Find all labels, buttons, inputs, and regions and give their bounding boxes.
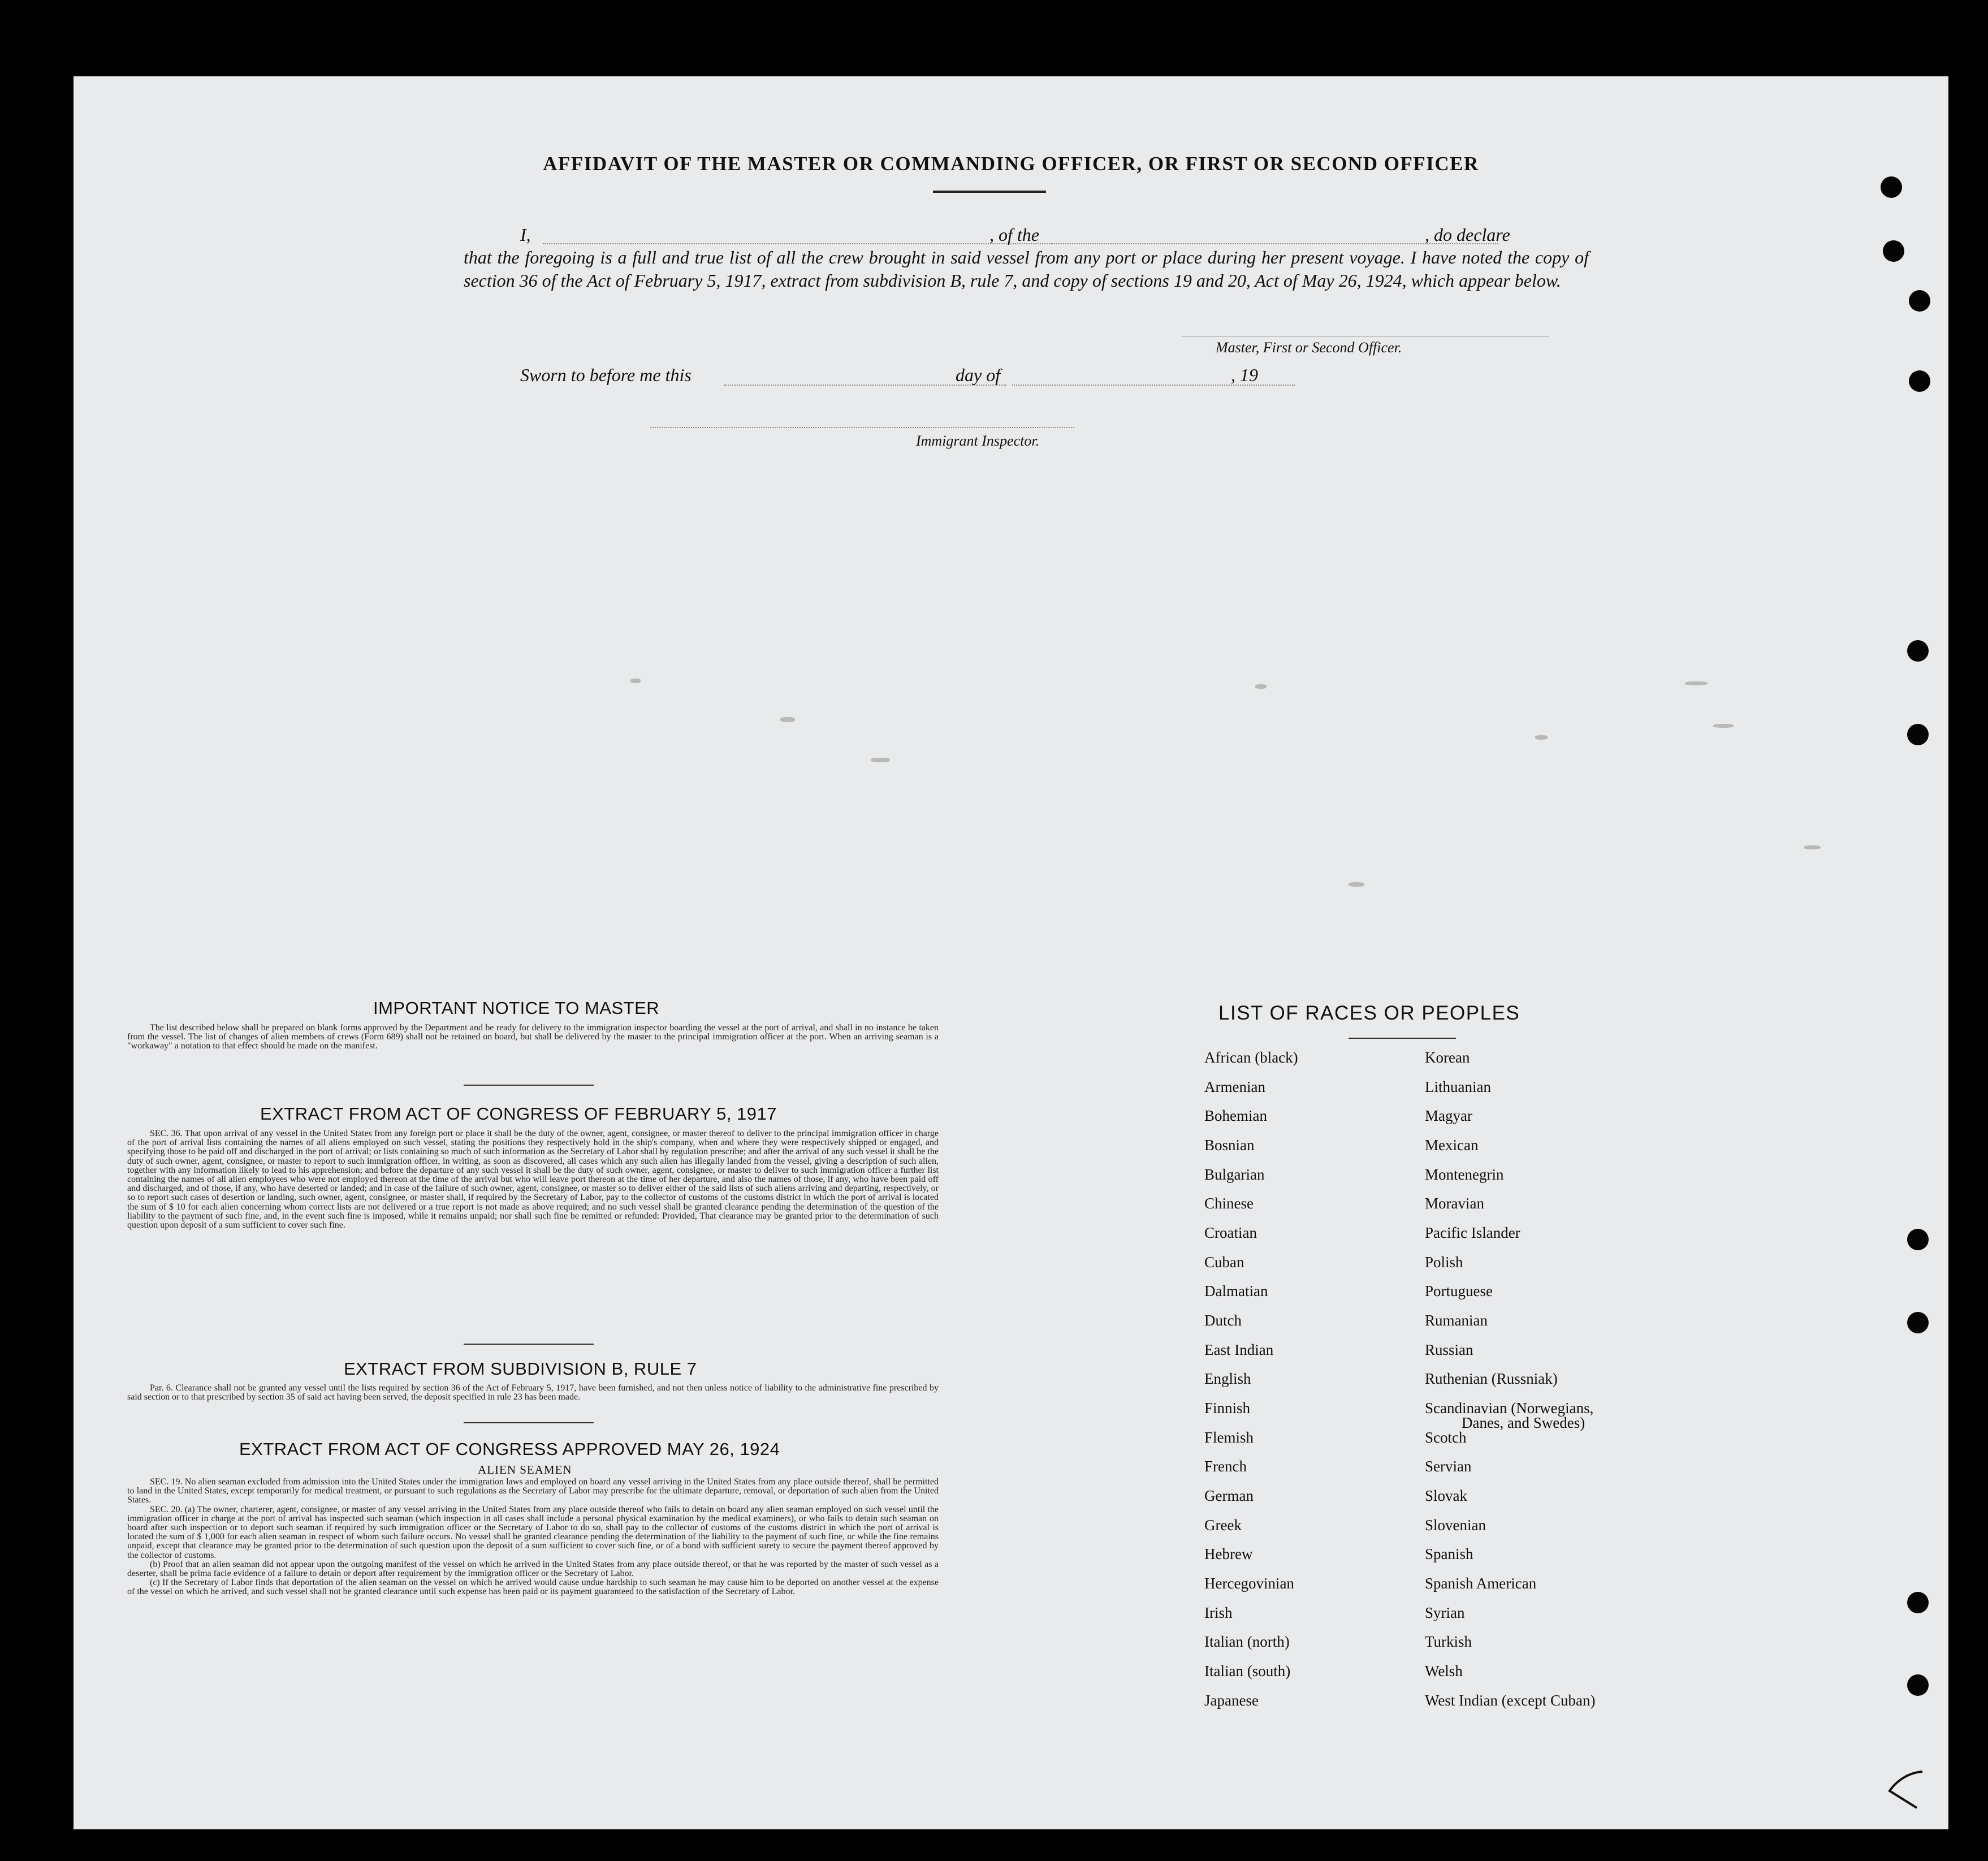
title-rule xyxy=(933,191,1046,193)
races-title: LIST OF RACES OR PEOPLES xyxy=(1218,1002,1520,1024)
race-item: Portuguese xyxy=(1425,1283,1493,1299)
race-item: Slovenian xyxy=(1425,1517,1486,1534)
race-item: Cuban xyxy=(1204,1254,1244,1271)
extract-1924-title: EXTRACT FROM ACT OF CONGRESS APPROVED MAY 26, 1924 xyxy=(239,1439,780,1459)
race-item: Dalmatian xyxy=(1204,1283,1268,1299)
race-item: Chinese xyxy=(1204,1195,1254,1212)
binder-hole-icon xyxy=(1909,290,1930,312)
extract-1917-body: SEC. 36. That upon arrival of any vessel in the United States from any foreign port or place it shall be the duty of the owner, agent, consignee, or master thereof to deliver to the principal immigration officer in charge of the port of arrival lists containing the names of all aliens employed on such vessel, stating the positions they respectively hold in the ship's company, when and where they were respectively shipped or engaged, and specifying those to be paid off and discharged in the port of arrival; or lists containing so much of such information as the Secretary of Labor shall by regulation prescribe; and after the arrival of any such vessel it shall be the duty of such owner, agent, consignee, or master to report to such immigration officer, in writing, as soon as discovered, all cases which any such alien has illegally landed from the vessel, giving a description of such alien, together with any information likely to lead to his apprehension; and before the departure of any such vessel it shall be the duty of such owner, agent, consignee, or master to deliver to such immigration officer a further list containing the names of all alien employees who were not employed thereon at the time of the arrival but who will leave port thereon at the time of her departure, and also the names of those, if any, who have been paid off and discharged, and of those, if any, who have deserted or landed; and in case of the failure of such owner, agent, consignee, or master so to deliver either of the said lists of such aliens arriving and departing, respectively, or so to report such cases of desertion or landing, such owner, agent, consignee, or master shall, if required by the Secretary of Labor, pay to the collector of customs of the customs district in which the port of arrival is located the sum of $ 10 for each alien concerning whom correct lists are not delivered or a true report is not made as above required; and no such vessel shall be granted clearance pending the determination of the question of the liability to the payment of such fine, and, in the event such fine is imposed, while it remains unpaid; nor shall such fine be remitted or refunded: Provided, That clearance may be granted prior to the determination of such question upon deposit of a sum sufficient to cover such fine. xyxy=(127,1129,939,1230)
master-signature-line xyxy=(1182,336,1549,337)
binder-hole-icon xyxy=(1907,1312,1929,1333)
race-item: Korean xyxy=(1425,1049,1470,1066)
smudge xyxy=(630,679,641,683)
binder-hole-icon xyxy=(1881,176,1902,198)
race-item: Syrian xyxy=(1425,1604,1465,1621)
binder-hole-icon xyxy=(1907,640,1929,662)
smudge xyxy=(1713,724,1734,728)
smudge xyxy=(1804,845,1821,849)
race-item: Bosnian xyxy=(1204,1137,1255,1154)
day-of-label: day of xyxy=(956,365,1001,385)
binder-hole-icon xyxy=(1907,1674,1929,1696)
pencil-mark-icon xyxy=(1883,1767,1934,1812)
race-item: Flemish xyxy=(1204,1429,1254,1446)
extract-rule7-body: Par. 6. Clearance shall not be granted any vessel until the lists required by section 36 of the Act of February 5, 1917, have been furnished, and not then unless notice of liability to the administrative fine prescribed by said section or to that prescribed by section 35 of said act having been served, the deposit specified in rule 23 has been made. xyxy=(127,1383,939,1402)
affidavit-i-label: I, xyxy=(520,224,531,245)
race-item: Scotch xyxy=(1425,1429,1467,1446)
race-item: African (black) xyxy=(1204,1049,1298,1066)
race-item: Russian xyxy=(1425,1341,1473,1358)
race-item: Servian xyxy=(1425,1458,1472,1475)
affidavit-statement: that the foregoing is a full and true list of all the crew brought in said vessel from any port or place during her present voyage. I have noted the copy of section 36 of the Act of February 5, 1917, extract from subdivision B, rule 7, and copy of sections 19 and 20, Act of May 26, 1924, which appear below. xyxy=(464,247,1589,291)
affidavit-of-the-label: , of the xyxy=(989,224,1039,245)
binder-hole-icon xyxy=(1883,240,1904,262)
notice-body: The list described below shall be prepared on blank forms approved by the Department and be ready for delivery to the immigration inspector boarding the vessel at the port of arrival, and shall in no instance be taken from the vessel. The list of changes of alien members of crews (Form 689) shall not be retained on board, but shall be delivered by the master to the principal immigration officer at the port. When an arriving seaman is a "workaway" a notation to that effect should be made on the manifest. xyxy=(127,1023,939,1051)
race-item: Welsh xyxy=(1425,1663,1463,1679)
race-item: West Indian (except Cuban) xyxy=(1425,1692,1596,1709)
notice-title: IMPORTANT NOTICE TO MASTER xyxy=(373,998,660,1018)
binder-hole-icon xyxy=(1907,1229,1929,1250)
affidavit-title: AFFIDAVIT OF THE MASTER OR COMMANDING OFFICER, OR FIRST OR SECOND OFFICER xyxy=(543,153,1479,175)
smudge xyxy=(780,717,795,722)
section-rule xyxy=(464,1422,594,1423)
sec-20b-text: (b) Proof that an alien seaman did not appear upon the outgoing manifest of the vessel on which he arrived in the United States from any place outside thereof, or that he was reported by the master of such vessel as a deserter, shall be prima facie evidence of a failure to detain or deport after requirement by the immigration officer or the Secretary of Labor. xyxy=(127,1559,939,1579)
binder-hole-icon xyxy=(1907,724,1929,745)
race-item: Rumanian xyxy=(1425,1312,1488,1329)
race-item: Spanish xyxy=(1425,1545,1473,1562)
inspector-signature-line xyxy=(650,427,1074,428)
race-item: German xyxy=(1204,1487,1254,1504)
binder-hole-icon xyxy=(1909,370,1930,392)
year-label: , 19 xyxy=(1231,365,1258,385)
race-item: Finnish xyxy=(1204,1400,1251,1417)
race-item: Italian (south) xyxy=(1204,1663,1291,1679)
race-item: Hebrew xyxy=(1204,1545,1253,1562)
race-item: Moravian xyxy=(1425,1195,1484,1212)
race-item: Dutch xyxy=(1204,1312,1242,1329)
sec-19-text: SEC. 19. No alien seaman excluded from admission into the United States under the immigration laws and employed on board any vessel arriving in the United States from any place outside thereof, shall be permitted to land in the United States, except temporarily for medical treatment, or pursuant to such regulations as the Secretary of Labor may prescribe for the ultimate departure, removal, or deportation of such alien from the United States. xyxy=(127,1477,939,1505)
race-item: Armenian xyxy=(1204,1078,1265,1095)
smudge xyxy=(1349,882,1364,887)
sec-20c-text: (c) If the Secretary of Labor finds that deportation of the alien seaman on the vessel on which he arrived would cause undue hardship to such seaman he may cause him to be deported on another vessel at the expense of the vessel on which he arrived, and such vessel shall not be granted clearance until such expense has been paid or its payment guaranteed to the satisfaction of the Secretary of Labor. xyxy=(127,1578,939,1597)
races-rule xyxy=(1349,1038,1456,1039)
section-rule xyxy=(464,1085,594,1086)
section-rule xyxy=(464,1344,594,1345)
sworn-label: Sworn to before me this xyxy=(520,365,692,385)
race-item: Irish xyxy=(1204,1604,1233,1621)
affidavit-declare-label: , do declare xyxy=(1425,224,1510,245)
race-item: Hercegovinian xyxy=(1204,1575,1294,1592)
race-item: East Indian xyxy=(1204,1341,1274,1358)
race-item: Japanese xyxy=(1204,1692,1259,1709)
race-item: Greek xyxy=(1204,1517,1242,1534)
race-item: Bulgarian xyxy=(1204,1166,1265,1183)
extract-1924-subtitle: ALIEN SEAMEN xyxy=(478,1463,572,1476)
race-item: French xyxy=(1204,1458,1247,1475)
binder-hole-icon xyxy=(1907,1592,1929,1613)
race-item: Pacific Islander xyxy=(1425,1224,1520,1241)
sec-20a-text: SEC. 20. (a) The owner, charterer, agent, consignee, or master of any vessel arriving in the United States from any place outside thereof who fails to detain on board any alien seaman employed on such vessel until the immigration officer in charge at the port of arrival has inspected such seaman (which inspection in all cases shall include a personal physical examination by the medical examiners), or who fails to detain such seaman on board after such inspection or to deport such seaman if required by such immigration officer or the Secretary of Labor to do so, shall pay to the collector of customs of the customs district in which the port of arrival is located the sum of $ 1,000 for each alien seaman in respect of whom such failure occurs. No vessel shall be granted clearance pending the determination of the liability to the payment of such fine, or while the fine remains unpaid, except that clearance may be granted prior to the determination of such question upon the deposit of a sum sufficient to cover such fine, or of a bond with sufficient surety to secure the payment thereof approved by the collector of customs. xyxy=(127,1504,939,1560)
smudge xyxy=(1535,735,1548,740)
race-item: English xyxy=(1204,1370,1251,1387)
race-item: Polish xyxy=(1425,1254,1463,1271)
name-blank-line xyxy=(543,243,1052,244)
race-item: Montenegrin xyxy=(1425,1166,1504,1183)
race-item: Scandinavian (Norwegians, xyxy=(1425,1400,1594,1417)
race-item: Lithuanian xyxy=(1425,1078,1491,1095)
smudge xyxy=(1255,684,1267,689)
extract-1924-body xyxy=(127,1478,939,1597)
race-item-continued: Danes, and Swedes) xyxy=(1462,1414,1585,1431)
race-item: Mexican xyxy=(1425,1137,1479,1154)
smudge xyxy=(1685,681,1708,685)
race-item: Spanish American xyxy=(1425,1575,1537,1592)
race-item: Ruthenian (Russniak) xyxy=(1425,1370,1558,1387)
race-item: Italian (north) xyxy=(1204,1633,1290,1650)
form-page xyxy=(74,76,1948,1829)
master-label: Master, First or Second Officer. xyxy=(1216,339,1402,356)
race-item: Croatian xyxy=(1204,1224,1257,1241)
extract-1917-title: EXTRACT FROM ACT OF CONGRESS OF FEBRUARY 5, 1917 xyxy=(260,1104,777,1124)
race-item: Bohemian xyxy=(1204,1107,1267,1124)
smudge xyxy=(871,758,890,762)
race-item: Slovak xyxy=(1425,1487,1468,1504)
extract-rule7-title: EXTRACT FROM SUBDIVISION B, RULE 7 xyxy=(344,1359,697,1379)
race-item: Magyar xyxy=(1425,1107,1472,1124)
inspector-label: Immigrant Inspector. xyxy=(916,433,1040,449)
race-item: Turkish xyxy=(1425,1633,1472,1650)
